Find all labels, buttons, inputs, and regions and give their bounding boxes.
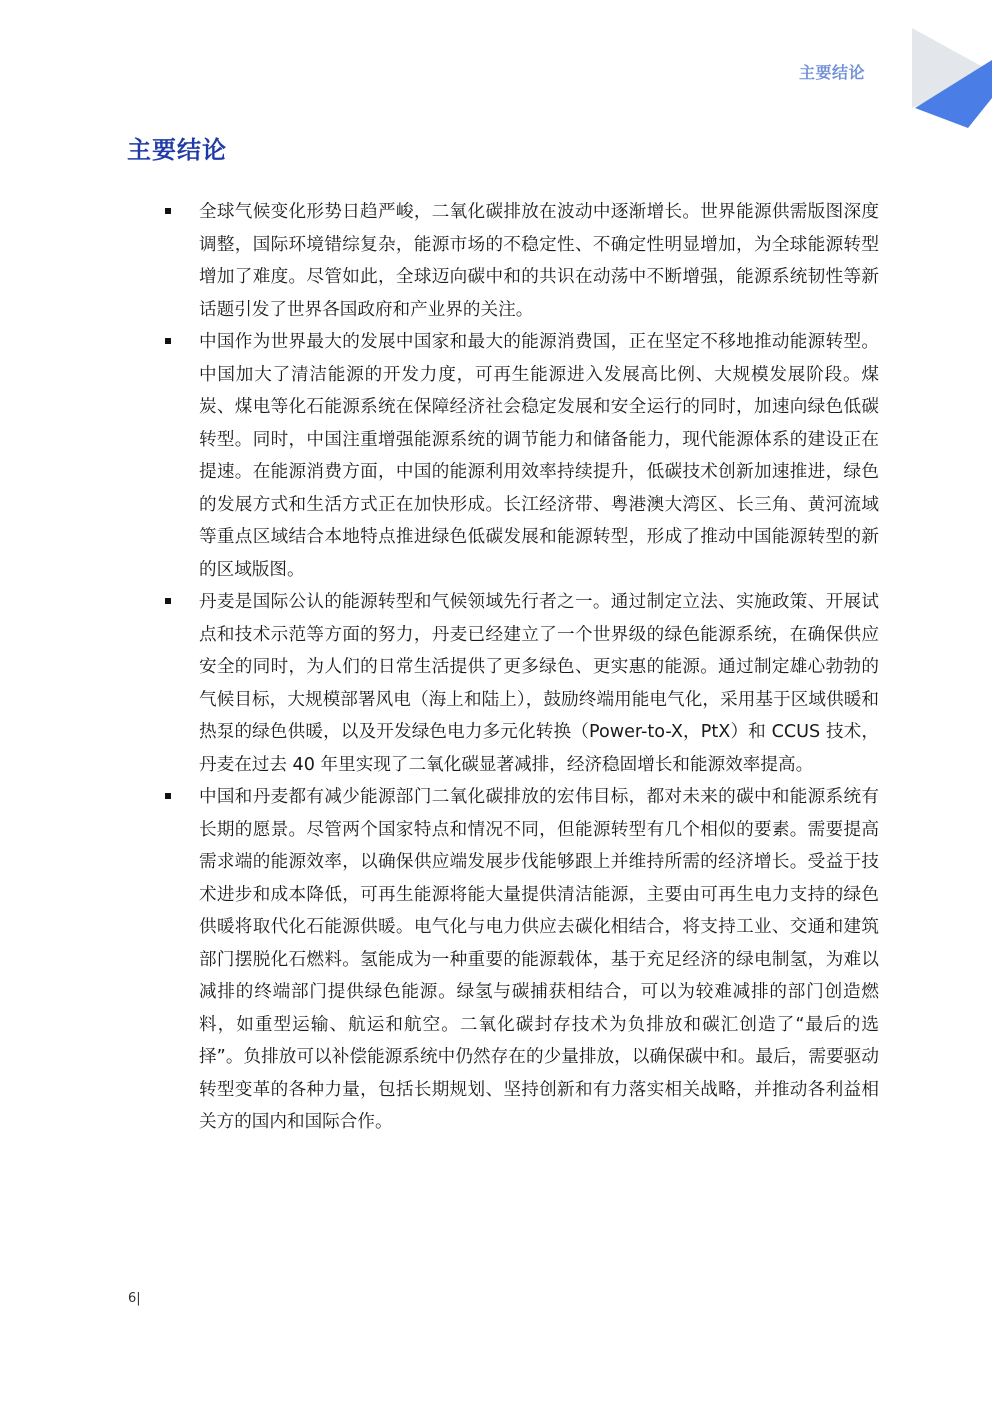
conclusion-list xyxy=(199,196,879,1139)
list-item xyxy=(199,326,879,586)
list-item-text: 中国作为世界最大的发展中国家和最大的能源消费国，正在坚定不移地推动能源转型。中国加大了清洁能源的开发力度，可再生能源进入发展高比例、大规模发展阶段。煤炭、煤电等化石能源系统在保障经济社会稳定发展和安全运行的同时，加速向绿色低碳转型。同时，中国注重增强能源系统的调节能力和储备能力，现代能源体系的建设正在提速。在能源消费方面，中国的能源利用效率持续提升，低碳技术创新加速推进，绿色的发展方式和生活方式正在加快形成。长江经济带、粤港澳大湾区、长三角、黄河流域等重点区域结合本地特点推进绿色低碳发展和能源转型，形成了推动中国能源转型的新的区域版图。 xyxy=(199,332,879,580)
bullet-square-icon xyxy=(165,338,171,344)
list-item xyxy=(199,586,879,781)
bullet-square-icon xyxy=(165,598,171,604)
list-item-text: 中国和丹麦都有减少能源部门二氧化碳排放的宏伟目标，都对未来的碳中和能源系统有长期的愿景。尽管两个国家特点和情况不同，但能源转型有几个相似的要素。需要提高需求端的能源效率，以确保供应端发展步伐能够跟上并维持所需的经济增长。受益于技术进步和成本降低，可再生能源将能大量提供清洁能源，主要由可再生电力支持的绿色供暖将取代化石能源供暖。电气化与电力供应去碳化相结合，将支持工业、交通和建筑部门摆脱化石燃料。氢能成为一种重要的能源载体，基于充足经济的绿电制氢，为难以减排的终端部门提供绿色能源。绿氢与碳捕获相结合，可以为较难减排的部门创造燃料，如重型运输、航运和航空。二氧化碳封存技术为负排放和碳汇创造了“最后的选择”。负排放可以补偿能源系统中仍然存在的少量排放，以确保碳中和。最后，需要驱动转型变革的各种力量，包括长期规划、坚持创新和有力落实相关战略，并推动各利益相关方的国内和国际合作。 xyxy=(199,787,879,1132)
page-title: 主要结论 xyxy=(127,136,227,164)
corner-decoration xyxy=(912,0,992,140)
bullet-square-icon xyxy=(165,793,171,799)
list-item-text: 全球气候变化形势日趋严峻，二氧化碳排放在波动中逐渐增长。世界能源供需版图深度调整，国际环境错综复杂，能源市场的不稳定性、不确定性明显增加，为全球能源转型增加了难度。尽管如此，全球迈向碳中和的共识在动荡中不断增强，能源系统韧性等新话题引发了世界各国政府和产业界的关注。 xyxy=(199,202,879,320)
list-item-text: 丹麦是国际公认的能源转型和气候领域先行者之一。通过制定立法、实施政策、开展试点和技术示范等方面的努力，丹麦已经建立了一个世界级的绿色能源系统，在确保供应安全的同时，为人们的日常生活提供了更多绿色、更实惠的能源。通过制定雄心勃勃的气候目标，大规模部署风电（海上和陆上），鼓励终端用能电气化，采用基于区域供暖和热泵的绿色供暖，以及开发绿色电力多元化转换（Power-to-X，PtX）和 CCUS 技术，丹麦在过去 40 年里实现了二氧化碳显著减排，经济稳固增长和能源效率提高。 xyxy=(199,592,879,775)
list-item xyxy=(199,781,879,1139)
page-number: 6| xyxy=(128,1291,141,1306)
running-header: 主要结论 xyxy=(798,63,865,82)
list-item xyxy=(199,196,879,326)
bullet-square-icon xyxy=(165,208,171,214)
